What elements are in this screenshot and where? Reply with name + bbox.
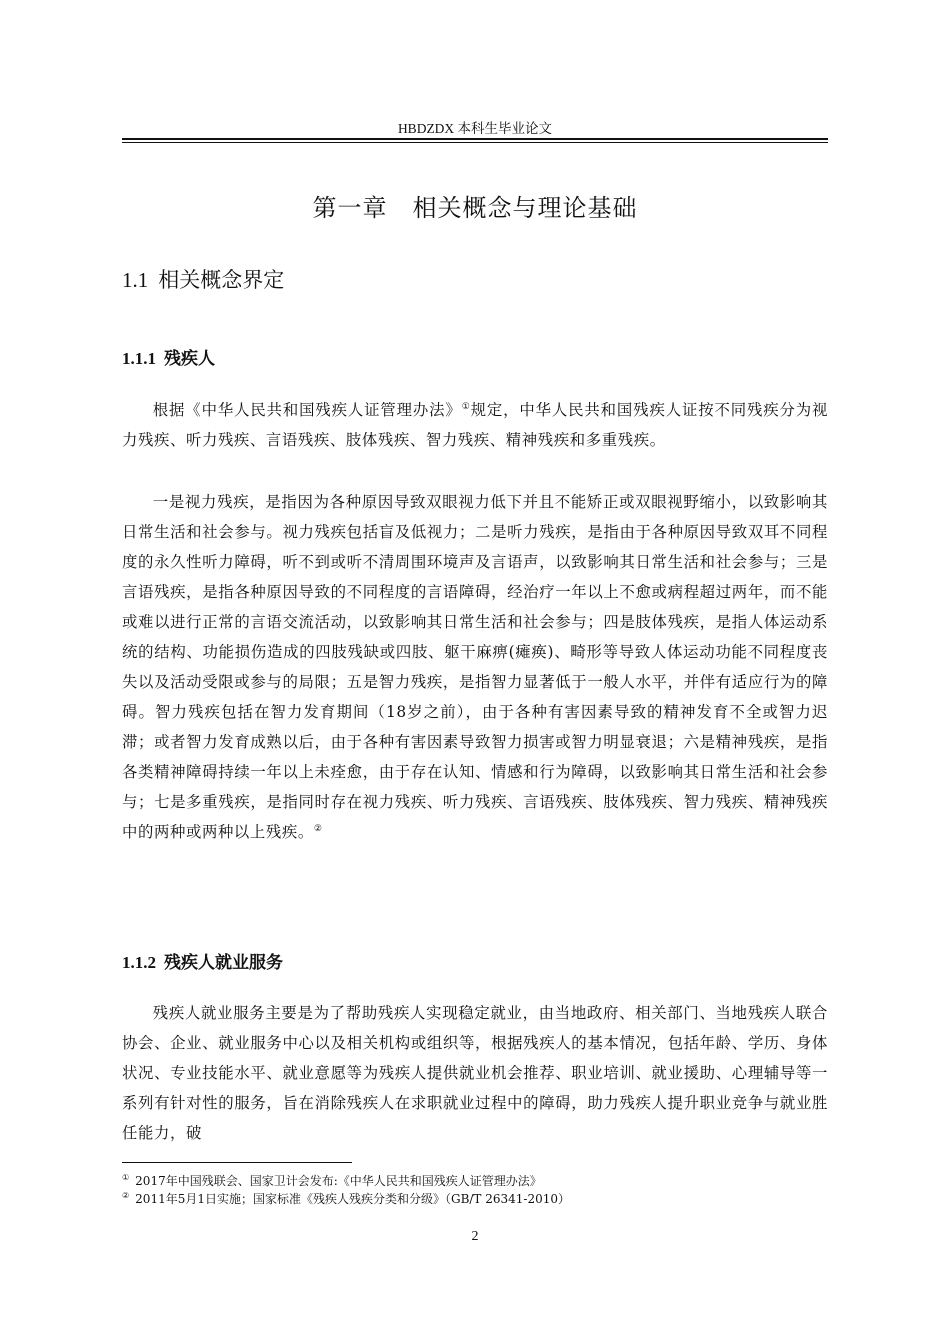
section-title: 残疾人就业服务 (164, 953, 283, 973)
chapter-title: 第一章 相关概念与理论基础 (312, 194, 638, 222)
section-heading-1-1 (122, 264, 284, 294)
footnote-text: 2017年中国残联会、国家卫计会发布:《中华人民共和国残疾人证管理办法》 (135, 1174, 542, 1188)
page-number: 2 (471, 1229, 479, 1244)
footnote-2 (122, 1188, 570, 1207)
section-heading-1-1-1 (122, 344, 215, 369)
section-number: 1.1 (122, 268, 149, 292)
footnote-mark: ① (122, 1173, 130, 1182)
footnote-ref-1[interactable]: ① (461, 401, 471, 412)
section-title: 相关概念界定 (158, 268, 285, 292)
footnote-mark: ② (122, 1191, 130, 1200)
paragraph-disability-types (122, 487, 828, 847)
header-rule-thin (122, 142, 828, 143)
paragraph-text: 一是视力残疾，是指因为各种原因导致双眼视力低下并且不能矫正或双眼视野缩小，以致影响其日常生活和社会参与。视力残疾包括盲及低视力；二是听力残疾，是指由于各种原因导致双耳不同程度的永久性听力障碍，听不到或听不清周围环境声及言语声，以致影响其日常生活和社会参与；三是言语残疾，是指各种原因导致的不同程度的言语障碍，经治疗一年以上不愈或病程超过两年，而不能或难以进行正常的言语交流活动，以致影响其日常生活和社会参与；四是肢体残疾，是指人体运动系统的结构、功能损伤造成的四肢残缺或四肢、躯干麻痹(瘫痪)、畸形等导致人体运动功能不同程度丧失以及活动受限或参与的局限；五是智力残疾，是指智力显著低于一般人水平，并伴有适应行为的障碍。智力残疾包括在智力发育期间（18岁之前），由于各种有害因素导致的精神发育不全或智力迟滞；或者智力发育成熟以后，由于各种有害因素导致智力损害或智力明显衰退；六是精神残疾，是指各类精神障碍持续一年以上未痊愈，由于存在认知、情感和行为障碍，以致影响其日常生活和社会参与；七是多重残疾，是指同时存在视力残疾、听力残疾、言语残疾、肢体残疾、智力残疾、精神残疾中的两种或两种以上残疾。 (122, 493, 828, 841)
footnote-ref-2[interactable]: ② (313, 823, 323, 834)
footnote-text: 2011年5月1日实施；国家标准《残疾人残疾分类和分级》（GB/T 26341-2010） (135, 1192, 571, 1206)
section-number: 1.1.2 (122, 953, 156, 972)
section-title: 残疾人 (164, 349, 215, 369)
header-rule-thick (122, 138, 828, 140)
footnote-1 (122, 1170, 542, 1189)
running-header: HBDZDX 本科生毕业论文 (397, 121, 553, 136)
paragraph-disability-definition (122, 395, 828, 455)
paragraph-text: 根据《中华人民共和国残疾人证管理办法》 (152, 401, 462, 419)
section-heading-1-1-2 (122, 948, 283, 973)
paragraph-text: 残疾人就业服务主要是为了帮助残疾人实现稳定就业，由当地政府、相关部门、当地残疾人联合协会、企业、就业服务中心以及相关机构或组织等，根据残疾人的基本情况，包括年龄、学历、身体状况、专业技能水平、就业意愿等为残疾人提供就业机会推荐、职业培训、就业援助、心理辅导等一系列有针对性的服务，旨在消除残疾人在求职就业过程中的障碍，助力残疾人提升职业竞争与就业胜任能力，破 (122, 1004, 828, 1142)
paragraph-employment-service (122, 998, 828, 1148)
paragraph-text: 规定，中华人民共和国残疾人证按不同残疾分为视力残疾、听力残疾、言语残疾、肢体残疾、智力残疾、精神残疾和多重残疾。 (122, 401, 829, 449)
section-number: 1.1.1 (122, 349, 156, 368)
footnote-rule (122, 1162, 352, 1163)
